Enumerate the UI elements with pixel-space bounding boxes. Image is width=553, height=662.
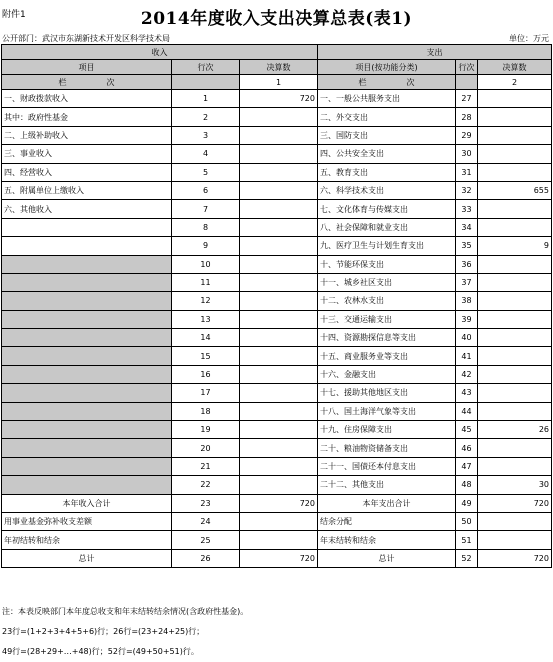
table-row xyxy=(2,494,552,512)
income-item-cell: 用事业基金弥补收支差额 xyxy=(2,512,172,530)
header-row-columns xyxy=(2,60,552,75)
income-rowno-cell: 2 xyxy=(172,108,240,126)
expense-item-cell: 十二、农林水支出 xyxy=(318,292,456,310)
ci-label: 次 xyxy=(106,77,115,87)
income-rowno-cell: 5 xyxy=(172,163,240,181)
income-rowno-cell: 23 xyxy=(172,494,240,512)
income-amount-cell xyxy=(240,365,318,383)
income-item-cell: 三、事业收入 xyxy=(2,145,172,163)
expense-amount-cell: 655 xyxy=(478,181,552,199)
expense-item-cell: 九、医疗卫生与计划生育支出 xyxy=(318,237,456,255)
table-row xyxy=(2,402,552,420)
income-amount-cell xyxy=(240,200,318,218)
expense-item-cell: 四、公共安全支出 xyxy=(318,145,456,163)
ci-label: 次 xyxy=(406,77,415,87)
income-amount-cell xyxy=(240,181,318,199)
table-row xyxy=(2,476,552,494)
income-item-cell xyxy=(2,384,172,402)
income-amount-cell xyxy=(240,273,318,291)
expense-rowno-cell: 32 xyxy=(456,181,478,199)
expense-rowno-cell: 51 xyxy=(456,531,478,549)
expense-rowno-cell: 36 xyxy=(456,255,478,273)
income-amount-cell: 720 xyxy=(240,494,318,512)
table-row xyxy=(2,218,552,236)
income-item-cell xyxy=(2,255,172,273)
expense-rowno-cell: 49 xyxy=(456,494,478,512)
income-amount-cell xyxy=(240,457,318,475)
expense-item-cell: 三、国防支出 xyxy=(318,126,456,144)
income-amount-cell xyxy=(240,145,318,163)
income-item-cell: 一、财政拨款收入 xyxy=(2,90,172,108)
expense-rowno-cell: 34 xyxy=(456,218,478,236)
expense-item-cell: 五、教育支出 xyxy=(318,163,456,181)
income-section-header: 收入 xyxy=(2,45,318,60)
expense-amount-cell xyxy=(478,126,552,144)
lan-label: 栏 xyxy=(358,77,367,87)
table-row xyxy=(2,347,552,365)
table-body xyxy=(2,90,552,568)
expense-rowno-cell: 40 xyxy=(456,329,478,347)
expense-item-cell: 十一、城乡社区支出 xyxy=(318,273,456,291)
income-rowno-cell: 1 xyxy=(172,90,240,108)
expense-amount-cell: 720 xyxy=(478,494,552,512)
income-item-cell xyxy=(2,421,172,439)
expense-item-cell: 十五、商业服务业等支出 xyxy=(318,347,456,365)
income-rowno-cell: 7 xyxy=(172,200,240,218)
lan-label: 栏 xyxy=(58,77,67,87)
table-row xyxy=(2,255,552,273)
income-item-cell xyxy=(2,329,172,347)
income-amount-cell xyxy=(240,347,318,365)
department-label: 公开部门：武汉市东湖新技术开发区科学技术局 xyxy=(2,34,170,43)
expense-item-cell: 十八、国土海洋气象等支出 xyxy=(318,402,456,420)
table-row xyxy=(2,108,552,126)
note-line: 23行=(1+2+3+4+5+6)行；26行=(23+24+25)行； xyxy=(2,627,205,636)
income-item-cell: 本年收入合计 xyxy=(2,494,172,512)
expense-rowno-cell: 35 xyxy=(456,237,478,255)
expense-rowno-cell: 33 xyxy=(456,200,478,218)
income-amount-cell xyxy=(240,512,318,530)
header-row-column-numbers xyxy=(2,75,552,90)
expense-amount-cell xyxy=(478,292,552,310)
table-row xyxy=(2,126,552,144)
income-rowno-cell: 10 xyxy=(172,255,240,273)
income-rowno-cell: 11 xyxy=(172,273,240,291)
table-row xyxy=(2,273,552,291)
expense-amount-cell xyxy=(478,347,552,365)
income-item-cell xyxy=(2,347,172,365)
table-row xyxy=(2,329,552,347)
income-rowno-cell: 15 xyxy=(172,347,240,365)
expense-rowno-cell: 41 xyxy=(456,347,478,365)
income-item-cell xyxy=(2,237,172,255)
expense-rowno-cell: 47 xyxy=(456,457,478,475)
income-amount-cell xyxy=(240,255,318,273)
expense-item-header: 项目(按功能分类) xyxy=(318,60,456,75)
income-rowno-cell: 17 xyxy=(172,384,240,402)
expense-amount-cell xyxy=(478,531,552,549)
expense-item-cell: 八、社会保障和就业支出 xyxy=(318,218,456,236)
income-rowno-header: 行次 xyxy=(172,60,240,75)
expense-amount-cell xyxy=(478,200,552,218)
expense-amount-cell xyxy=(478,329,552,347)
table-row xyxy=(2,200,552,218)
income-item-cell xyxy=(2,476,172,494)
table-row xyxy=(2,421,552,439)
expense-amount-cell: 26 xyxy=(478,421,552,439)
table-row xyxy=(2,292,552,310)
income-item-cell: 年初结转和结余 xyxy=(2,531,172,549)
expense-amount-cell xyxy=(478,439,552,457)
expense-item-cell: 十六、金融支出 xyxy=(318,365,456,383)
table-row xyxy=(2,512,552,530)
income-item-cell: 总计 xyxy=(2,549,172,567)
expense-rowno-cell: 42 xyxy=(456,365,478,383)
expense-rowno-cell: 43 xyxy=(456,384,478,402)
income-rowno-cell: 14 xyxy=(172,329,240,347)
income-amount-cell xyxy=(240,384,318,402)
expense-item-cell: 十、节能环保支出 xyxy=(318,255,456,273)
notes xyxy=(2,602,248,662)
expense-item-cell: 一、一般公共服务支出 xyxy=(318,90,456,108)
table-row xyxy=(2,384,552,402)
attachment-label: 附件1 xyxy=(2,10,26,20)
note-line: 49行=(28+29+…+48)行；52行=(49+50+51)行。 xyxy=(2,647,199,656)
expense-col-number: 2 xyxy=(478,75,552,90)
income-rowno-cell: 19 xyxy=(172,421,240,439)
income-item-cell: 四、经营收入 xyxy=(2,163,172,181)
table-row xyxy=(2,365,552,383)
expense-rowno-cell: 28 xyxy=(456,108,478,126)
income-item-cell xyxy=(2,439,172,457)
expense-item-cell: 二十、粮油物资储备支出 xyxy=(318,439,456,457)
income-amount-cell xyxy=(240,310,318,328)
income-rowno-cell: 26 xyxy=(172,549,240,567)
table-row xyxy=(2,163,552,181)
expense-amount-cell xyxy=(478,145,552,163)
expense-amount-cell xyxy=(478,218,552,236)
expense-amount-cell xyxy=(478,163,552,181)
income-rowno-cell: 8 xyxy=(172,218,240,236)
income-item-header: 项目 xyxy=(2,60,172,75)
expense-amount-cell xyxy=(478,365,552,383)
income-item-cell: 二、上级补助收入 xyxy=(2,126,172,144)
expense-amount-cell: 30 xyxy=(478,476,552,494)
expense-amount-header: 决算数 xyxy=(478,60,552,75)
table-row xyxy=(2,457,552,475)
income-amount-cell xyxy=(240,292,318,310)
income-amount-cell xyxy=(240,329,318,347)
expense-lanci-blank xyxy=(456,75,478,90)
expense-item-cell: 十九、住房保障支出 xyxy=(318,421,456,439)
expense-item-cell: 十七、援助其他地区支出 xyxy=(318,384,456,402)
expense-amount-cell xyxy=(478,457,552,475)
income-amount-cell xyxy=(240,421,318,439)
expense-item-cell: 二十二、其他支出 xyxy=(318,476,456,494)
expense-item-cell: 年末结转和结余 xyxy=(318,531,456,549)
income-amount-cell xyxy=(240,476,318,494)
income-item-cell: 其中：政府性基金 xyxy=(2,108,172,126)
income-rowno-cell: 25 xyxy=(172,531,240,549)
expense-rowno-cell: 38 xyxy=(456,292,478,310)
expense-item-cell: 本年支出合计 xyxy=(318,494,456,512)
note-line: 注：本表反映部门本年度总收支和年末结转结余情况(含政府性基金)。 xyxy=(2,607,249,616)
expense-item-cell: 七、文化体育与传媒支出 xyxy=(318,200,456,218)
income-rowno-cell: 6 xyxy=(172,181,240,199)
expense-amount-cell xyxy=(478,512,552,530)
expense-item-cell: 总计 xyxy=(318,549,456,567)
income-amount-cell: 720 xyxy=(240,90,318,108)
table-row xyxy=(2,145,552,163)
income-rowno-cell: 18 xyxy=(172,402,240,420)
income-item-cell xyxy=(2,457,172,475)
expense-rowno-cell: 44 xyxy=(456,402,478,420)
income-amount-cell xyxy=(240,237,318,255)
expense-amount-cell: 9 xyxy=(478,237,552,255)
unit-label: 单位：万元 xyxy=(509,34,549,43)
budget-table xyxy=(1,44,552,568)
income-amount-cell xyxy=(240,531,318,549)
income-rowno-cell: 16 xyxy=(172,365,240,383)
expense-section-header: 支出 xyxy=(318,45,552,60)
income-rowno-cell: 4 xyxy=(172,145,240,163)
expense-amount-cell xyxy=(478,108,552,126)
expense-rowno-cell: 29 xyxy=(456,126,478,144)
table-row xyxy=(2,237,552,255)
income-rowno-cell: 13 xyxy=(172,310,240,328)
income-rowno-cell: 20 xyxy=(172,439,240,457)
income-amount-cell xyxy=(240,218,318,236)
income-item-cell xyxy=(2,365,172,383)
income-rowno-cell: 3 xyxy=(172,126,240,144)
income-item-cell xyxy=(2,310,172,328)
expense-amount-cell xyxy=(478,273,552,291)
expense-amount-cell xyxy=(478,90,552,108)
expense-rowno-cell: 30 xyxy=(456,145,478,163)
table-row xyxy=(2,549,552,567)
income-amount-cell: 720 xyxy=(240,549,318,567)
expense-amount-cell xyxy=(478,384,552,402)
expense-rowno-cell: 45 xyxy=(456,421,478,439)
expense-rowno-cell: 50 xyxy=(456,512,478,530)
expense-rowno-cell: 37 xyxy=(456,273,478,291)
expense-item-cell: 二十一、国债还本付息支出 xyxy=(318,457,456,475)
table-row xyxy=(2,531,552,549)
income-item-cell: 六、其他收入 xyxy=(2,200,172,218)
income-item-cell xyxy=(2,402,172,420)
income-rowno-cell: 12 xyxy=(172,292,240,310)
expense-rowno-cell: 27 xyxy=(456,90,478,108)
income-rowno-cell: 21 xyxy=(172,457,240,475)
expense-item-cell: 十四、资源勘探信息等支出 xyxy=(318,329,456,347)
income-col-number: 1 xyxy=(240,75,318,90)
income-lanci-label xyxy=(2,75,172,90)
income-amount-cell xyxy=(240,126,318,144)
income-lanci-blank xyxy=(172,75,240,90)
expense-rowno-cell: 31 xyxy=(456,163,478,181)
expense-rowno-cell: 52 xyxy=(456,549,478,567)
income-item-cell xyxy=(2,292,172,310)
income-rowno-cell: 22 xyxy=(172,476,240,494)
expense-rowno-cell: 48 xyxy=(456,476,478,494)
income-amount-cell xyxy=(240,108,318,126)
table-row xyxy=(2,181,552,199)
expense-item-cell: 十三、交通运输支出 xyxy=(318,310,456,328)
table-row xyxy=(2,310,552,328)
income-item-cell xyxy=(2,218,172,236)
income-item-cell: 五、附属单位上缴收入 xyxy=(2,181,172,199)
income-amount-cell xyxy=(240,163,318,181)
expense-rowno-cell: 46 xyxy=(456,439,478,457)
expense-item-cell: 二、外交支出 xyxy=(318,108,456,126)
expense-item-cell: 六、科学技术支出 xyxy=(318,181,456,199)
income-item-cell xyxy=(2,273,172,291)
expense-lanci-label xyxy=(318,75,456,90)
expense-amount-cell xyxy=(478,402,552,420)
expense-amount-cell xyxy=(478,310,552,328)
income-rowno-cell: 9 xyxy=(172,237,240,255)
income-rowno-cell: 24 xyxy=(172,512,240,530)
page-title: 2014年度收入支出决算总表(表1) xyxy=(140,9,413,29)
table-row xyxy=(2,90,552,108)
table-row xyxy=(2,439,552,457)
expense-rowno-header: 行次 xyxy=(456,60,478,75)
income-amount-cell xyxy=(240,439,318,457)
expense-amount-cell xyxy=(478,255,552,273)
income-amount-cell xyxy=(240,402,318,420)
expense-amount-cell: 720 xyxy=(478,549,552,567)
header-row-sections xyxy=(2,45,552,60)
expense-rowno-cell: 39 xyxy=(456,310,478,328)
expense-item-cell: 结余分配 xyxy=(318,512,456,530)
income-amount-header: 决算数 xyxy=(240,60,318,75)
